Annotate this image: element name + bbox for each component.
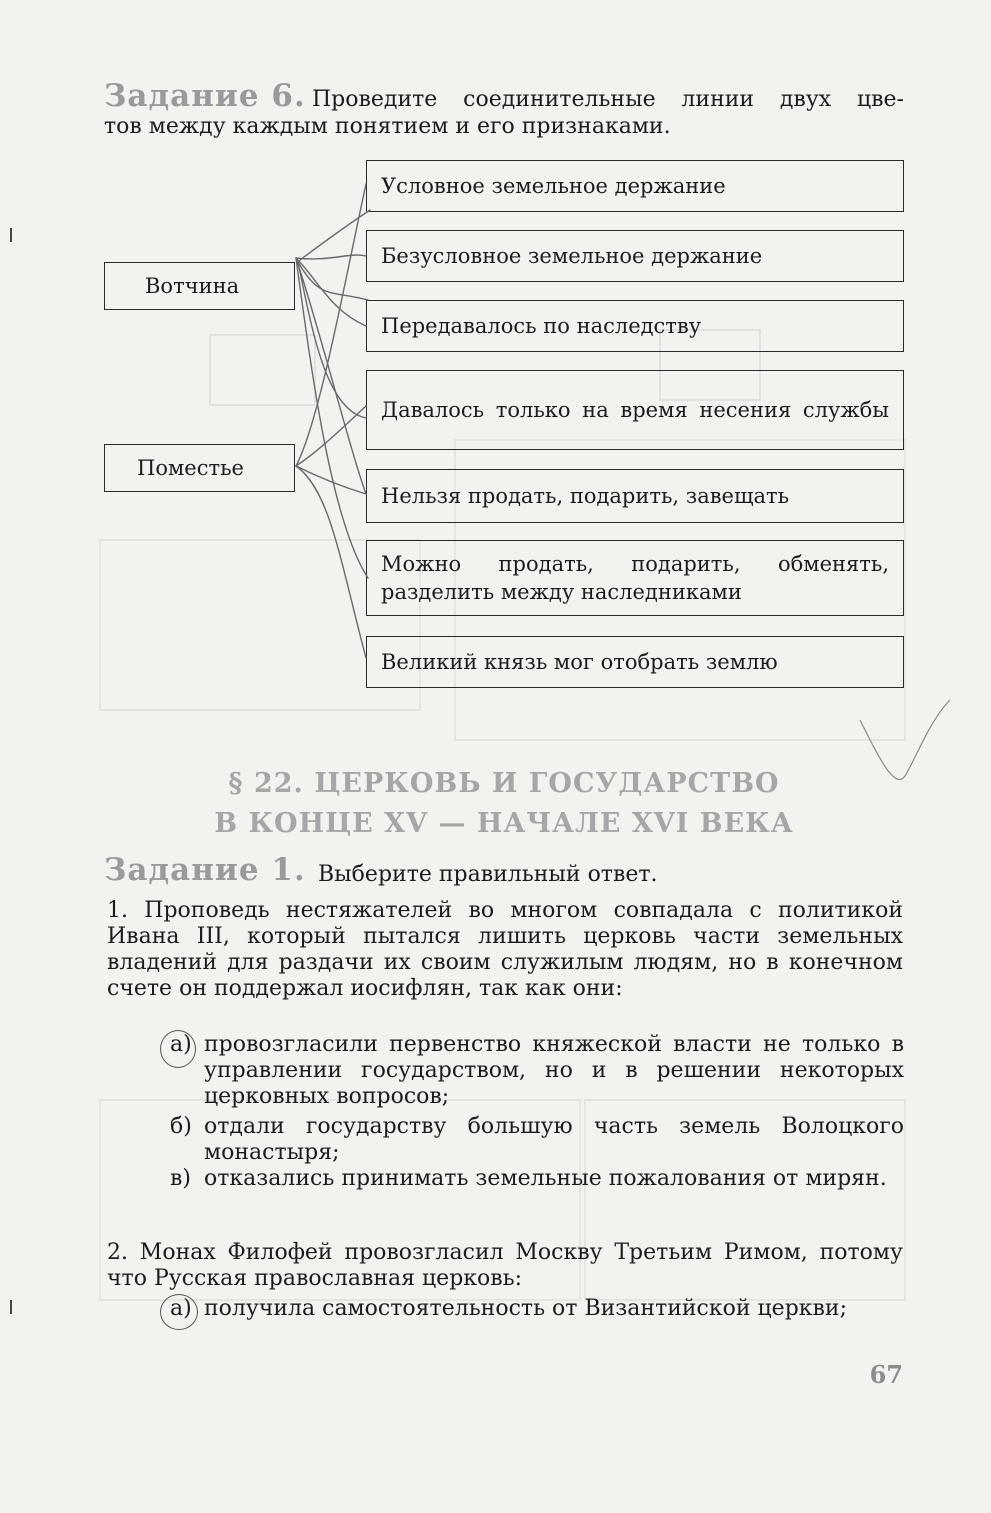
property-text: Великий князь мог отобрать землю	[381, 650, 778, 674]
selected-answer-circle	[160, 1294, 198, 1330]
option-letter: а)	[170, 1032, 192, 1057]
option-letter: б)	[170, 1114, 192, 1139]
task1-instruction: Выберите правильный ответ.	[318, 862, 658, 887]
question1-option-c	[170, 1166, 904, 1192]
question2-text: 2. Монах Филофей провозгласил Москву Третьим Римом, потому что Русская православная церковь:	[107, 1240, 903, 1291]
property-text: Можно продать, подарить, обменять, разделить между наследниками	[381, 552, 889, 604]
margin-mark	[10, 228, 12, 242]
option-text: отказались принимать земельные пожалования от мирян.	[204, 1166, 887, 1191]
question1-text: 1. Проповедь нестяжателей во многом совпадала с политикой Ивана III, который пытался лишить церковь части земельных владений для раздачи их своим служилым людям, но в конечном счете он поддержал иосифлян, так как они:	[107, 898, 903, 1001]
option-text: отдали государству большую часть земель Волоцкого монастыря;	[204, 1114, 904, 1165]
selected-answer-circle	[160, 1030, 196, 1068]
option-letter: а)	[170, 1296, 192, 1321]
task6-label: Задание 6.	[104, 78, 306, 114]
task6-instruction-line2: тов между каждым понятием и его признаками.	[104, 114, 671, 139]
margin-mark	[10, 1300, 12, 1314]
option-text: провозгласили первенство княжеской власти не только в управлении государством, но и в решении некоторых церковных вопросов;	[204, 1032, 904, 1109]
task6-instruction-line1: Проведите соединительные линии двух цве-	[312, 87, 904, 112]
property-text: Нельзя продать, подарить, завещать	[381, 484, 790, 508]
question1-option-b	[170, 1114, 904, 1166]
page-number: 67	[869, 1360, 903, 1389]
option-text: получила самостоятельность от Византийской церкви;	[204, 1296, 847, 1321]
task1-label: Задание 1.	[104, 852, 306, 888]
option-letter: в)	[170, 1166, 191, 1191]
property-text: Давалось только на время несения службы	[381, 398, 889, 422]
property-text: Условное земельное держание	[381, 174, 726, 198]
property-text: Передавалось по наследству	[381, 314, 702, 338]
concept-text: Поместье	[137, 456, 244, 480]
section-title-line1: § 22. ЦЕРКОВЬ И ГОСУДАРСТВО	[228, 768, 780, 799]
question1-option-a	[170, 1032, 904, 1110]
section-title-line2: В КОНЦЕ XV — НАЧАЛЕ XVI ВЕКА	[214, 808, 794, 839]
property-text: Безусловное земельное держание	[381, 244, 763, 268]
concept-text: Вотчина	[145, 274, 240, 298]
question2-option-a	[170, 1296, 904, 1322]
